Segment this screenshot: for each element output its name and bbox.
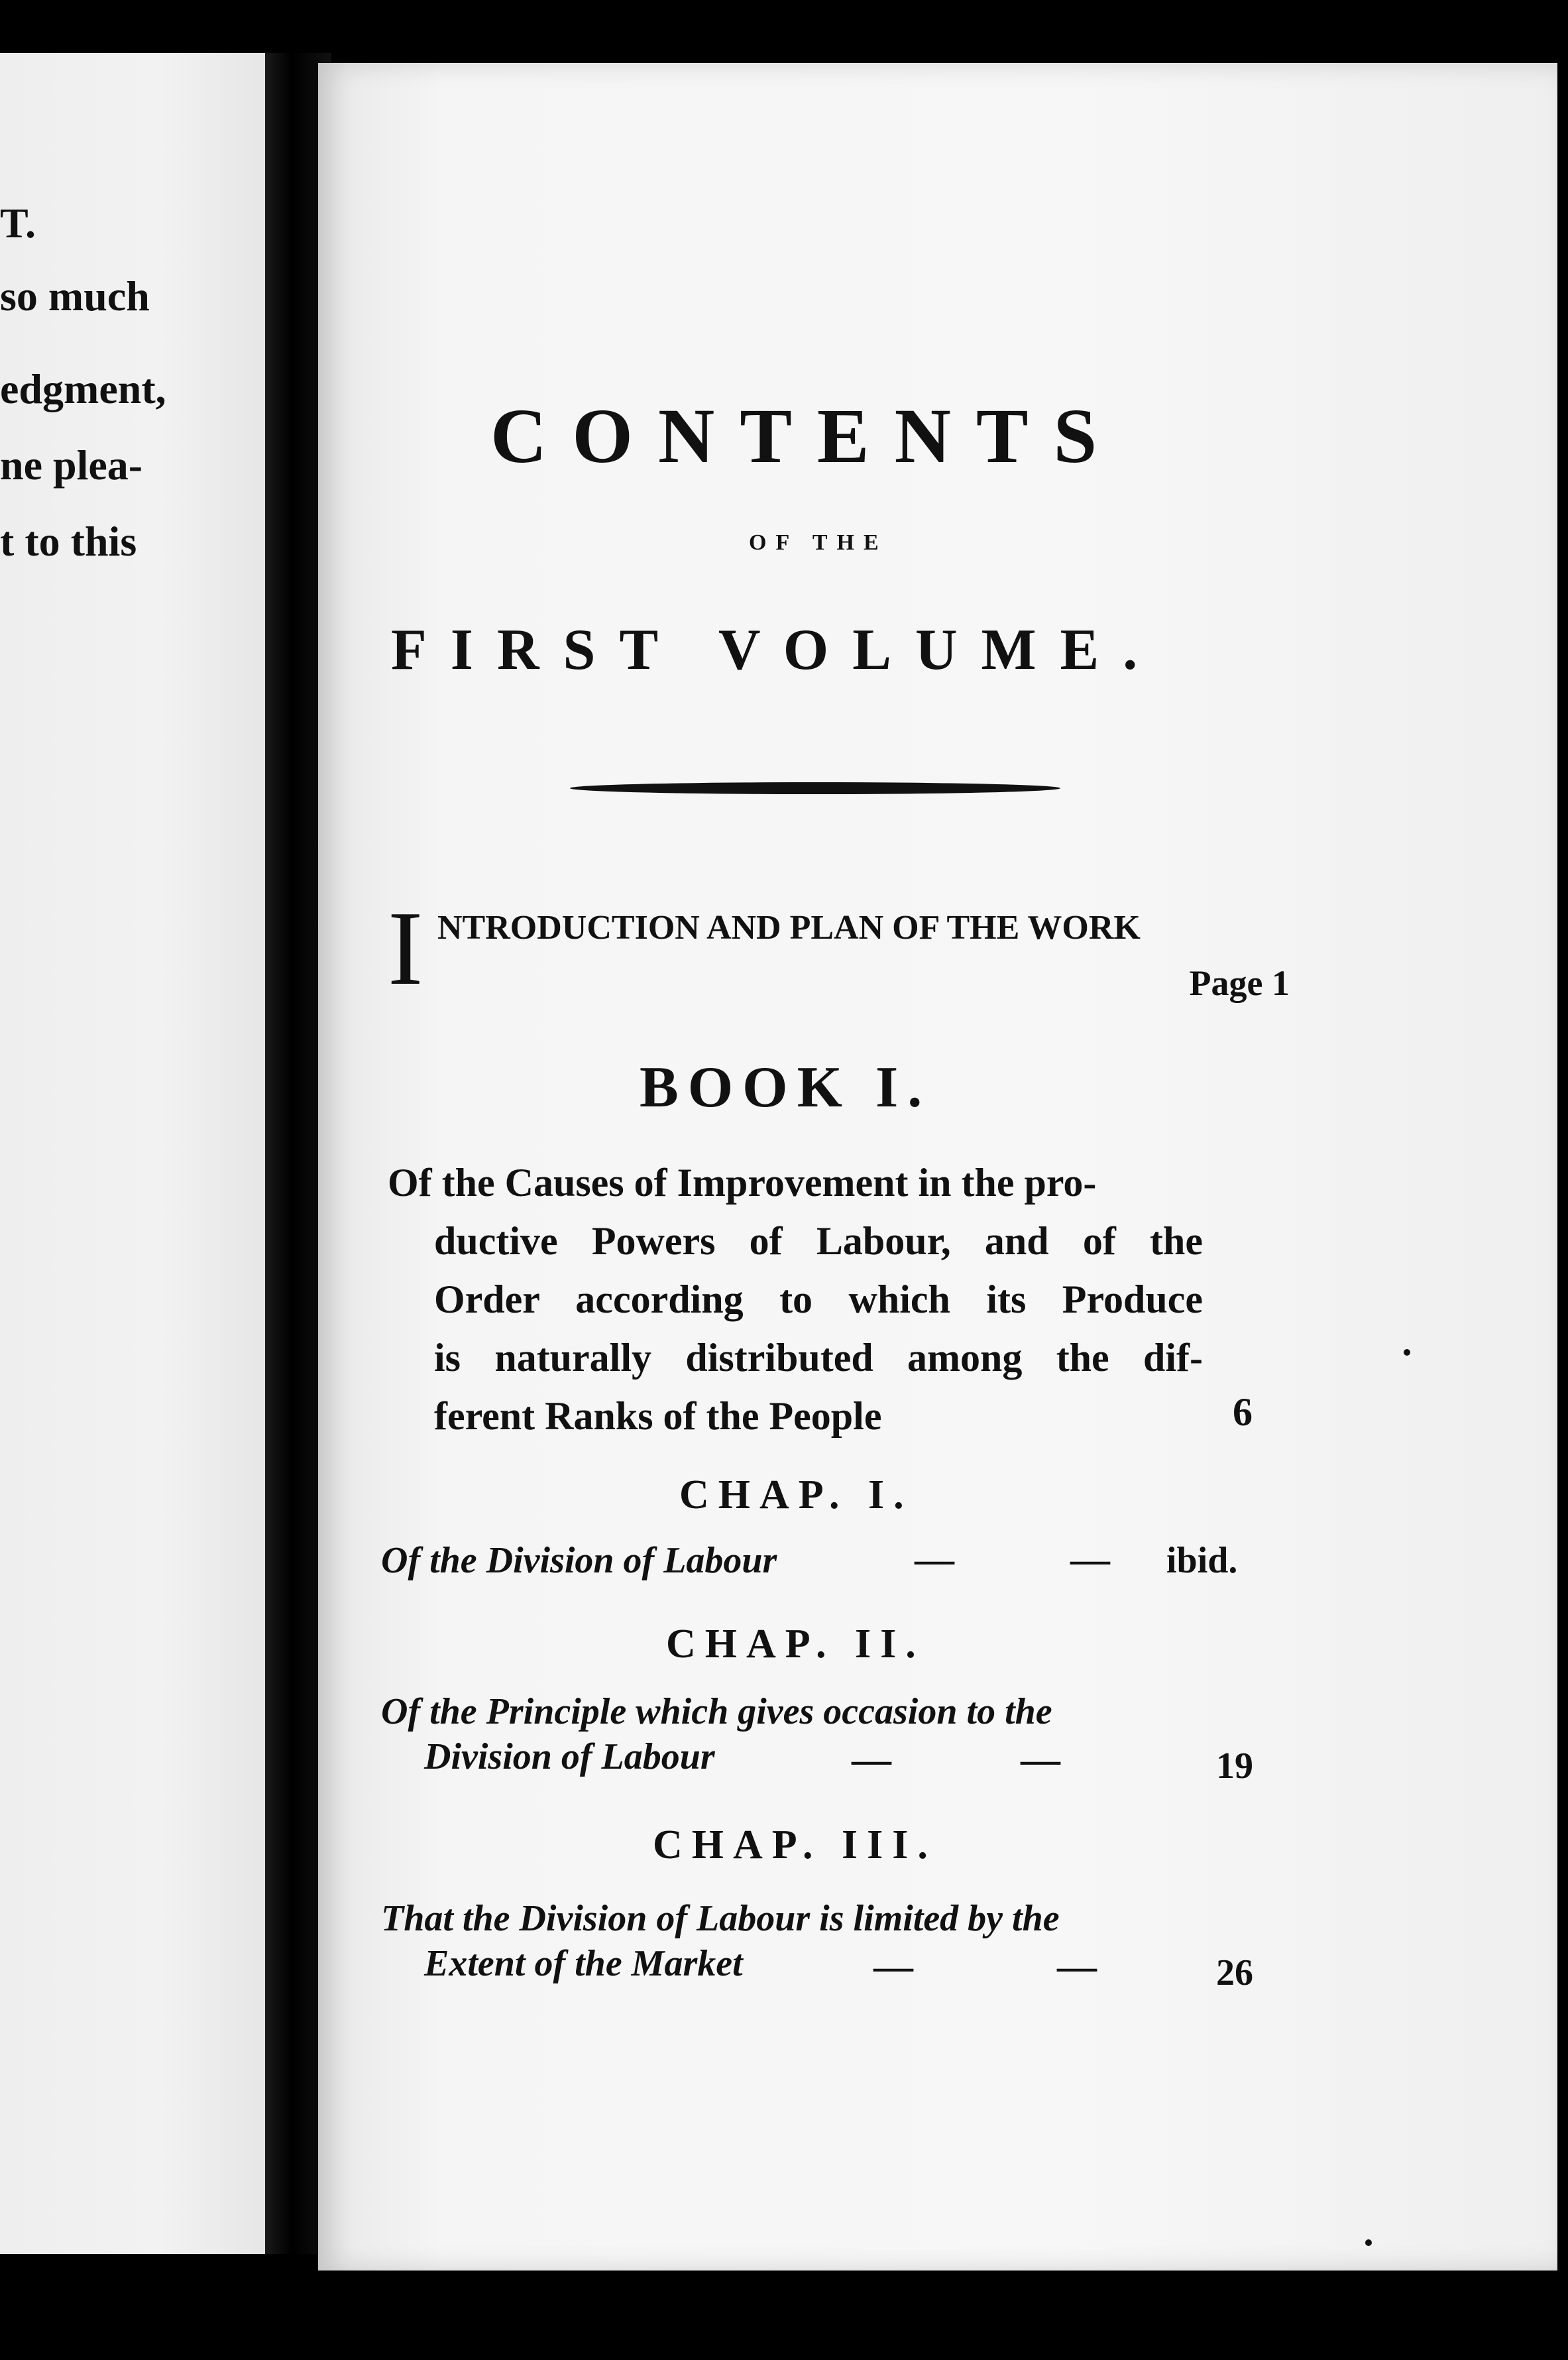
decorative-rule (570, 782, 1060, 794)
ink-speck (1404, 1349, 1410, 1356)
book-description-line: ferent Ranks of the People (434, 1394, 882, 1438)
left-page-line: ne plea- (0, 442, 143, 489)
leader-dash: — (873, 1944, 913, 1988)
ink-speck (1365, 2239, 1372, 2246)
left-page-line: T. (0, 200, 36, 247)
chapter-entry-line: Of the Principle which gives occasion to the (381, 1691, 1052, 1732)
left-page-line: edgment, (0, 365, 166, 412)
leader-dash: — (915, 1537, 954, 1581)
chapter-heading: CHAP. I. (679, 1472, 913, 1517)
leader-dash: — (1057, 1944, 1097, 1988)
book-description-line: is naturally distributed among the dif- (434, 1336, 1203, 1380)
chapter-page-number: 19 (1216, 1745, 1253, 1787)
book-description-line: Of the Causes of Improvement in the pro- (388, 1161, 1097, 1205)
chapter-entry-line: That the Division of Labour is limited by the (381, 1898, 1060, 1939)
book-page-number: 6 (1233, 1390, 1253, 1434)
chapter-heading: CHAP. III. (653, 1822, 937, 1867)
left-page-line: so much (0, 272, 150, 320)
intro-entry: NTRODUCTION AND PLAN OF THE WORK (437, 909, 1141, 947)
left-page (0, 53, 265, 2254)
intro-drop-cap: I (388, 889, 423, 1007)
chapter-page-number: ibid. (1166, 1540, 1238, 1581)
left-page-line: t to this (0, 518, 137, 565)
book-description (388, 1153, 1203, 1445)
book-heading: BOOK I. (640, 1055, 932, 1120)
chapter-page-number: 26 (1216, 1952, 1253, 1993)
volume-title: FIRST VOLUME. (391, 618, 1162, 682)
chapter-entry-line: Division of Labour (424, 1736, 715, 1777)
leader-dash: — (852, 1738, 891, 1781)
chapter-entry-line: Of the Division of Labour (381, 1540, 777, 1581)
leader-dash: — (1021, 1738, 1060, 1781)
leader-dash: — (1070, 1537, 1110, 1581)
intro-page-number: Page 1 (1189, 963, 1290, 1003)
book-description-line: Order according to which its Produce (434, 1277, 1203, 1321)
page-subtitle: OF THE (749, 530, 888, 555)
chapter-entry-line: Extent of the Market (424, 1943, 743, 1984)
page-title: CONTENTS (490, 392, 1123, 479)
book-description-line: ductive Powers of Labour, and of the (434, 1219, 1203, 1263)
chapter-heading: CHAP. II. (666, 1622, 925, 1667)
